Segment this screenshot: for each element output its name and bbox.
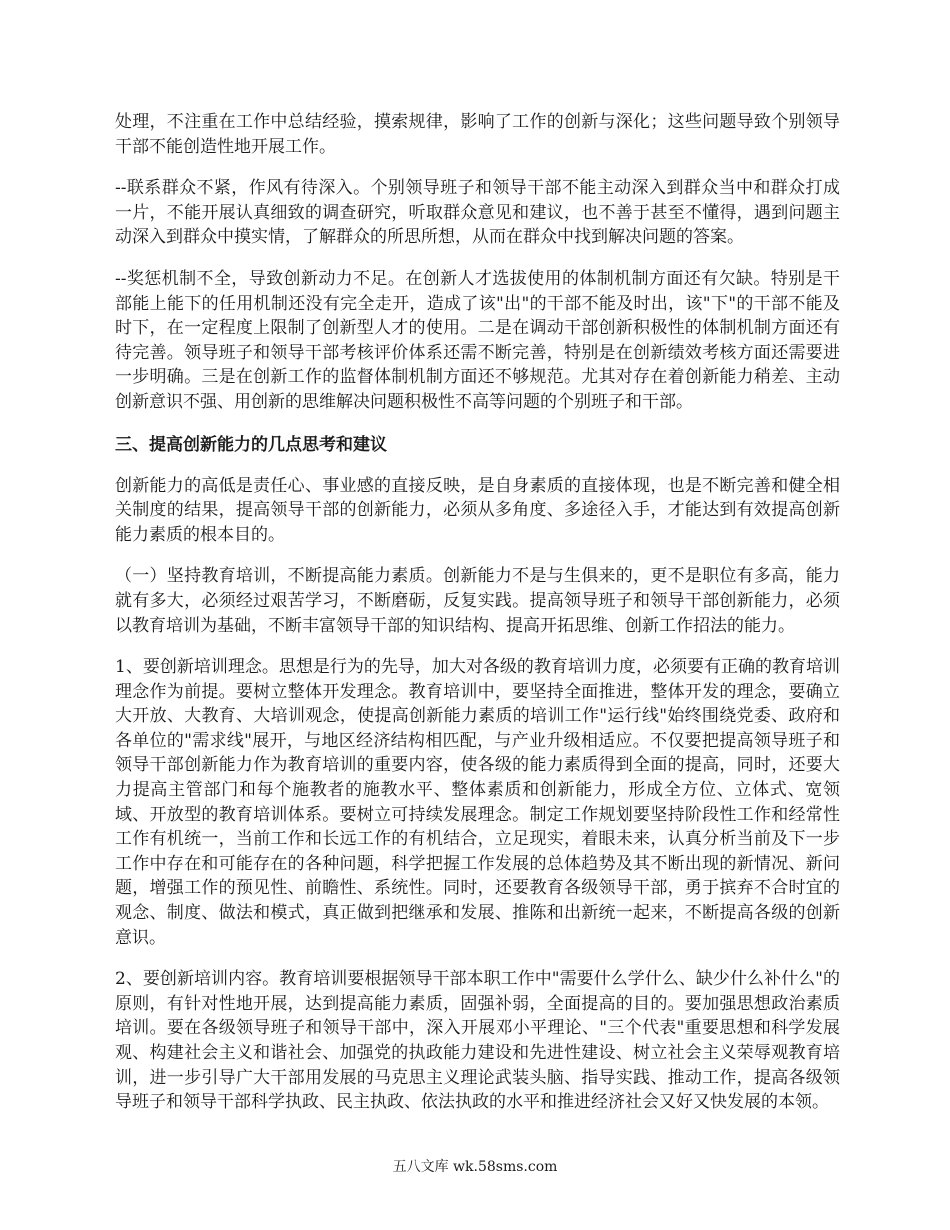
footer-site-link[interactable]: 五八文库 wk.58sms.com bbox=[392, 1159, 558, 1175]
paragraph-continued: 处理，不注重在工作中总结经验，摸索规律，影响了工作的创新与深化；这些问题导致个别领导干部不能创造性地开展工作。 bbox=[115, 112, 840, 157]
paragraph-training-concept: 1、要创新培训理念。思想是行为的先导，加大对各级的教育培训力度，必须要有正确的教育培训理念作为前提。要树立整体开发理念。教育培训中，要坚持全面推进，整体开发的理念，要确立大开放、大教育、大培训观念，使提高创新能力素质的培训工作"运行线"始终围绕党委、政府和各单位的"需求线"展开，与地区经济结构相匹配，与产业升级相适应。不仅要把提高领导班子和领导干部创新能力作为教育培训的重要内容，使各级的能力素质得到全面的提高，同时，还要大力提高主管部门和每个施教者的施教水平、整体素质和创新能力，形成全方位、立体式、宽领域、开放型的教育培训体系。要树立可持续发展理念。制定工作规划要坚持阶段性工作和经常性工作有机统一，当前工作和长远工作的有机结合，立足现实，着眼未来，认真分析当前及下一步工作中存在和可能存在的各种问题，科学把握工作发展的总体趋势及其不断出现的新情况、新问题，增强工作的预见性、前瞻性、系统性。同时，还要教育各级领导干部，勇于摈弃不合时宜的观念、制度、做法和模式，真正做到把继承和发展、推陈和出新统一起来，不断提高各级的创新意识。 bbox=[115, 657, 840, 948]
document-body bbox=[115, 110, 840, 1132]
paragraph-incentive-mechanism: --奖惩机制不全，导致创新动力不足。在创新人才选拔使用的体制机制方面还有欠缺。特别是干部能上能下的任用机制还没有完全走开，造成了该"出"的干部不能及时出，该"下"的干部不能及时下，在一定程度上限制了创新型人才的使用。二是在调动干部创新积极性的体制机制方面还有待完善。领导班子和领导干部考核评价体系还需不断完善，特别是在创新绩效考核方面还需要进一步明确。三是在创新工作的监督体制机制方面还不够规范。尤其对存在着创新能力稍差、主动创新意识不强、用创新的思维解决问题积极性不高等问题的个别班子和干部。 bbox=[115, 268, 840, 412]
paragraph-training-content: 2、要创新培训内容。教育培训要根据领导干部本职工作中"需要什么学什么、缺少什么补什么"的原则，有针对性地开展，达到提高能力素质，固强补弱，全面提高的目的。要加强思想政治素质培训。要在各级领导班子和领导干部中，深入开展邓小平理论、"三个代表"重要思想和科学发展观、构建社会主义和谐社会、加强党的执政能力建设和先进性建设、树立社会主义荣辱观教育培训，进一步引导广大干部用发展的马克思主义理论武装头脑、指导实践、推动工作，提高各级领导班子和领导干部科学执政、民主执政、依法执政的水平和推进经济社会又好又快发展的本领。 bbox=[115, 969, 840, 1113]
paragraph-contact-masses: --联系群众不紧，作风有待深入。个别领导班子和领导干部不能主动深入到群众当中和群众打成一片，不能开展认真细致的调查研究，听取群众意见和建议，也不善于甚至不懂得，遇到问题主动深入到群众中摸实情，了解群众的所思所想，从而在群众中找到解决问题的答案。 bbox=[115, 178, 840, 248]
paragraph-education-training: （一）坚持教育培训，不断提高能力素质。创新能力不是与生俱来的，更不是职位有多高，能力就有多大，必须经过艰苦学习，不断磨砺，反复实践。提高领导班子和领导干部创新能力，必须以教育培训为基础，不断丰富领导干部的知识结构、提高开拓思维、创新工作招法的能力。 bbox=[115, 566, 840, 636]
section-heading: 三、提高创新能力的几点思考和建议 bbox=[115, 434, 387, 455]
paragraph-intro: 创新能力的高低是责任心、事业感的直接反映，是自身素质的直接体现，也是不断完善和健全相关制度的结果，提高领导干部的创新能力，必须从多角度、多途径入手，才能达到有效提高创新能力素质的根本目的。 bbox=[115, 475, 840, 545]
